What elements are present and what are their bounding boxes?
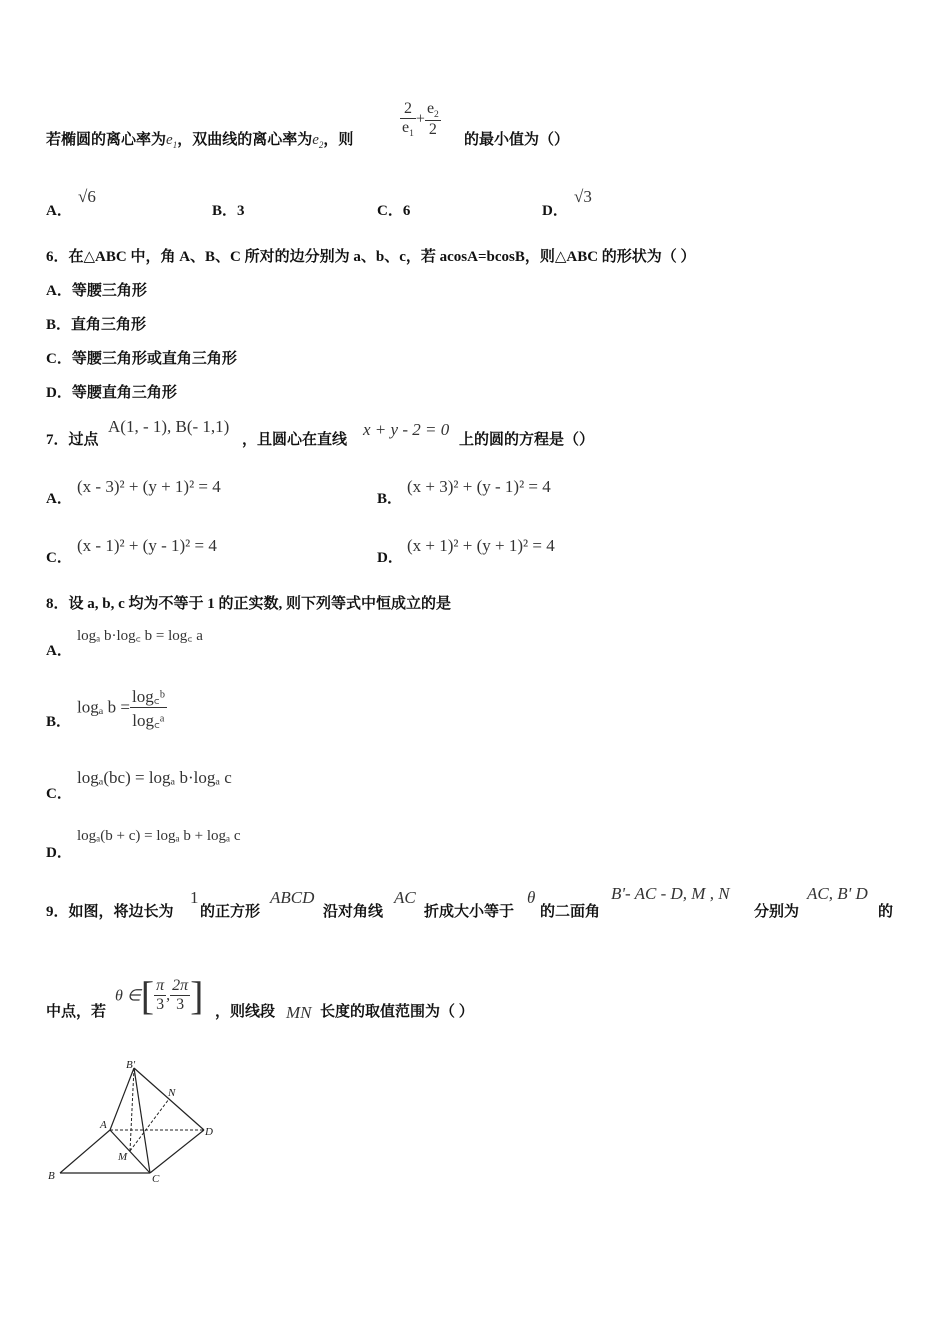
- q7-option-a-formula: (x - 3)² + (y + 1)² = 4: [77, 477, 221, 496]
- q9-mn: MN: [286, 1003, 312, 1022]
- q6-option-a[interactable]: A．等腰三角形: [46, 283, 147, 299]
- q7-option-c-formula: (x - 1)² + (y - 1)² = 4: [77, 536, 217, 555]
- q8-option-d-formula: logₐ(b + c) = logₐ b + logₐ c: [77, 828, 241, 844]
- q5-stem-end: 的最小值为（）: [464, 132, 570, 148]
- q7-option-b[interactable]: B．: [377, 491, 403, 507]
- label-bprime: B': [126, 1059, 136, 1071]
- frac-pi-3: $\frac{\pi}{3}$: [156, 977, 165, 1013]
- q7-stem: 7．过点: [46, 432, 99, 448]
- label-n: N: [168, 1087, 176, 1099]
- q9-theta: θ: [527, 888, 536, 907]
- q9-t5: 的二面角: [540, 904, 601, 920]
- q9-t10: 长度的取值范围为（ ）: [320, 1004, 474, 1020]
- log-fraction: $\frac{\text{log꜀ᵇ}}{\text{log꜀ᵃ}}$: [130, 684, 167, 731]
- edge-b-a: [60, 1130, 110, 1173]
- q6-option-c[interactable]: C．等腰三角形或直角三角形: [46, 351, 237, 367]
- frac-2pi-3: $\frac{2\pi}{3}$: [172, 977, 189, 1013]
- q6-stem: 6．在△ABC 中，角 A、B、C 所对的边分别为 a、b、c，若 acosA=bcosB，则△ABC 的形状为（ ）: [46, 249, 696, 265]
- q7-line: x + y - 2 = 0: [363, 420, 450, 439]
- q8-stem: 8．设 a, b, c 均为不等于 1 的正实数, 则下列等式中恒成立的是: [46, 596, 452, 612]
- q5-option-c[interactable]: C．6: [377, 203, 411, 219]
- q7-stem-mid: ，且圆心在直线: [242, 432, 348, 448]
- q9-mids: AC, B' D: [807, 884, 868, 903]
- label-a: A: [100, 1119, 107, 1131]
- q7-option-b-formula: (x + 3)² + (y - 1)² = 4: [407, 477, 551, 496]
- edge-c-d: [150, 1130, 204, 1173]
- q8-option-a-formula: logₐ b·log꜀ b = log꜀ a: [77, 628, 203, 644]
- q8-option-c[interactable]: C．: [46, 786, 72, 802]
- q8-option-b-formula: logₐ b = $\frac{\text{log꜀ᵇ}}{\text{log꜀ᵃ}}$: [77, 684, 167, 731]
- q8-option-b[interactable]: B．: [46, 714, 72, 730]
- q8-option-c-formula: logₐ(bc) = logₐ b·logₐ c: [77, 768, 232, 787]
- edge-bp-c: [134, 1068, 150, 1173]
- q5-option-a[interactable]: A．: [46, 203, 72, 219]
- q7-option-a[interactable]: A．: [46, 491, 72, 507]
- q9-ac: AC: [394, 888, 416, 907]
- q6-option-b[interactable]: B．直角三角形: [46, 317, 147, 333]
- q5-option-b[interactable]: B．3: [212, 203, 245, 219]
- q7-option-c[interactable]: C．: [46, 550, 72, 566]
- edge-bp-d: [134, 1068, 204, 1130]
- label-d: D: [205, 1126, 213, 1138]
- q7-stem-end: 上的圆的方程是（）: [459, 432, 595, 448]
- frac-e2-over-2: $\frac{e_2}{2}$: [426, 100, 439, 139]
- q9-stem-line2: 中点，若: [46, 1004, 107, 1020]
- q9-range: θ ∈[ $\frac{\pi}{3}$ , $\frac{2\pi}{3}$ ]: [115, 973, 204, 1018]
- edge-m-bp-dashed: [130, 1068, 134, 1151]
- q5-option-d[interactable]: D．: [542, 203, 568, 219]
- q8-option-a[interactable]: A．: [46, 643, 72, 659]
- q9-t2: 的正方形: [200, 904, 261, 920]
- q7-option-d[interactable]: D．: [377, 550, 403, 566]
- q9-one: 1: [190, 888, 199, 907]
- q8-option-d[interactable]: D．: [46, 845, 72, 861]
- q6-option-d[interactable]: D．等腰直角三角形: [46, 385, 177, 401]
- label-b: B: [48, 1170, 55, 1182]
- q9-t9: ，则线段: [215, 1004, 276, 1020]
- q9-t7: 的: [878, 904, 894, 920]
- q5-option-d-value: √3: [574, 187, 592, 206]
- q9-stem-line1: 9．如图，将边长为: [46, 904, 174, 920]
- e2-symbol: $e_2$: [312, 132, 324, 150]
- q5-stem: 若椭圆的离心率为$e_1$，双曲线的离心率为$e_2$，则: [46, 132, 354, 150]
- q9-abcd: ABCD: [270, 888, 315, 907]
- q9-t3: 沿对角线: [323, 904, 384, 920]
- label-m: M: [118, 1151, 128, 1163]
- q9-t6: 分别为: [754, 904, 800, 920]
- label-c: C: [152, 1173, 160, 1185]
- frac-2-over-e1: $\frac{2}{e_1}$: [402, 100, 414, 140]
- edge-m-n-dashed: [130, 1099, 169, 1151]
- q7-option-d-formula: (x + 1)² + (y + 1)² = 4: [407, 536, 555, 555]
- e1-symbol: $e_1$: [166, 132, 178, 150]
- q5-expression: $\frac{2}{e_1}$ + $\frac{e_2}{2}$: [402, 100, 439, 140]
- q9-dihedral: B'- AC - D, M , N: [611, 884, 730, 903]
- edge-bp-a: [110, 1068, 134, 1130]
- q7-points: A(1, - 1), B(- 1,1): [108, 417, 230, 436]
- q5-option-a-value: √6: [78, 187, 96, 206]
- q9-figure: [44, 1058, 224, 1188]
- q9-t4: 折成大小等于: [424, 904, 515, 920]
